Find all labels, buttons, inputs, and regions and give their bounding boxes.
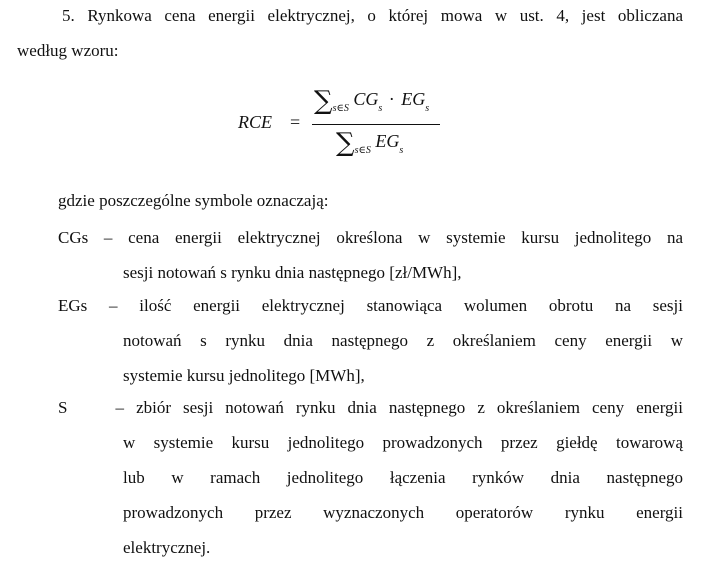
- symbols-intro: [58, 189, 703, 212]
- definition-cgs: [58, 220, 683, 290]
- definition-s-line-3: lub w ramach jednolitego łączenia rynków dnia następnego: [123, 468, 683, 487]
- rce-formula: [238, 88, 448, 168]
- paragraph-5: [17, 4, 683, 62]
- paragraph-5-line-2: według wzoru:: [17, 41, 119, 60]
- definition-s-line-1: S – zbiór sesji notowań rynku dnia następnego z określaniem ceny energii: [58, 398, 683, 417]
- paragraph-5-line-1: 5. Rynkowa cena energii elektrycznej, o której mowa w ust. 4, jest obliczana: [62, 6, 683, 25]
- formula-numerator: [314, 88, 429, 120]
- numerator-sigma: ∑: [314, 86, 333, 116]
- definition-s-line-4: prowadzonych przez wyznaczonych operatorów rynku energii: [123, 503, 683, 522]
- symbols-intro-text: gdzie poszczególne symbole oznaczają:: [58, 191, 329, 210]
- formula-equals: =: [290, 112, 301, 132]
- numerator-dot: ·: [388, 89, 395, 109]
- definition-egs-line-1: EGs – ilość energii elektrycznej stanowiąca wolumen obrotu na sesji: [58, 296, 683, 315]
- numerator-term2-sub: s: [425, 103, 430, 114]
- numerator-term1-sub: s: [378, 103, 383, 114]
- denominator-term: EG: [375, 131, 400, 151]
- definition-cgs-line-2: sesji notowań s rynku dnia następnego [zł/MWh],: [123, 263, 462, 282]
- definition-s-line-5: elektrycznej.: [123, 538, 211, 557]
- definition-s-line-2: w systemie kursu jednolitego prowadzonych przez giełdę towarową: [123, 433, 683, 452]
- numerator-term2: EG: [401, 89, 426, 109]
- definition-cgs-line-1: CGs – cena energii elektrycznej określona w systemie kursu jednolitego na: [58, 228, 683, 247]
- definition-egs-line-2: notowań s rynku dnia następnego z określaniem ceny energii w: [123, 331, 683, 350]
- definition-s: [58, 390, 683, 565]
- formula-denominator: [336, 130, 403, 162]
- definition-egs-line-3: systemie kursu jednolitego [MWh],: [123, 366, 365, 385]
- numerator-term1: CG: [353, 89, 379, 109]
- formula-lhs: RCE: [238, 112, 272, 132]
- denominator-term-sub: s: [399, 145, 404, 156]
- numerator-subscript: s∈S: [332, 103, 349, 114]
- definition-egs: [58, 288, 683, 393]
- denominator-subscript: s∈S: [354, 145, 371, 156]
- denominator-sigma: ∑: [336, 128, 355, 158]
- fraction-bar: [312, 124, 440, 125]
